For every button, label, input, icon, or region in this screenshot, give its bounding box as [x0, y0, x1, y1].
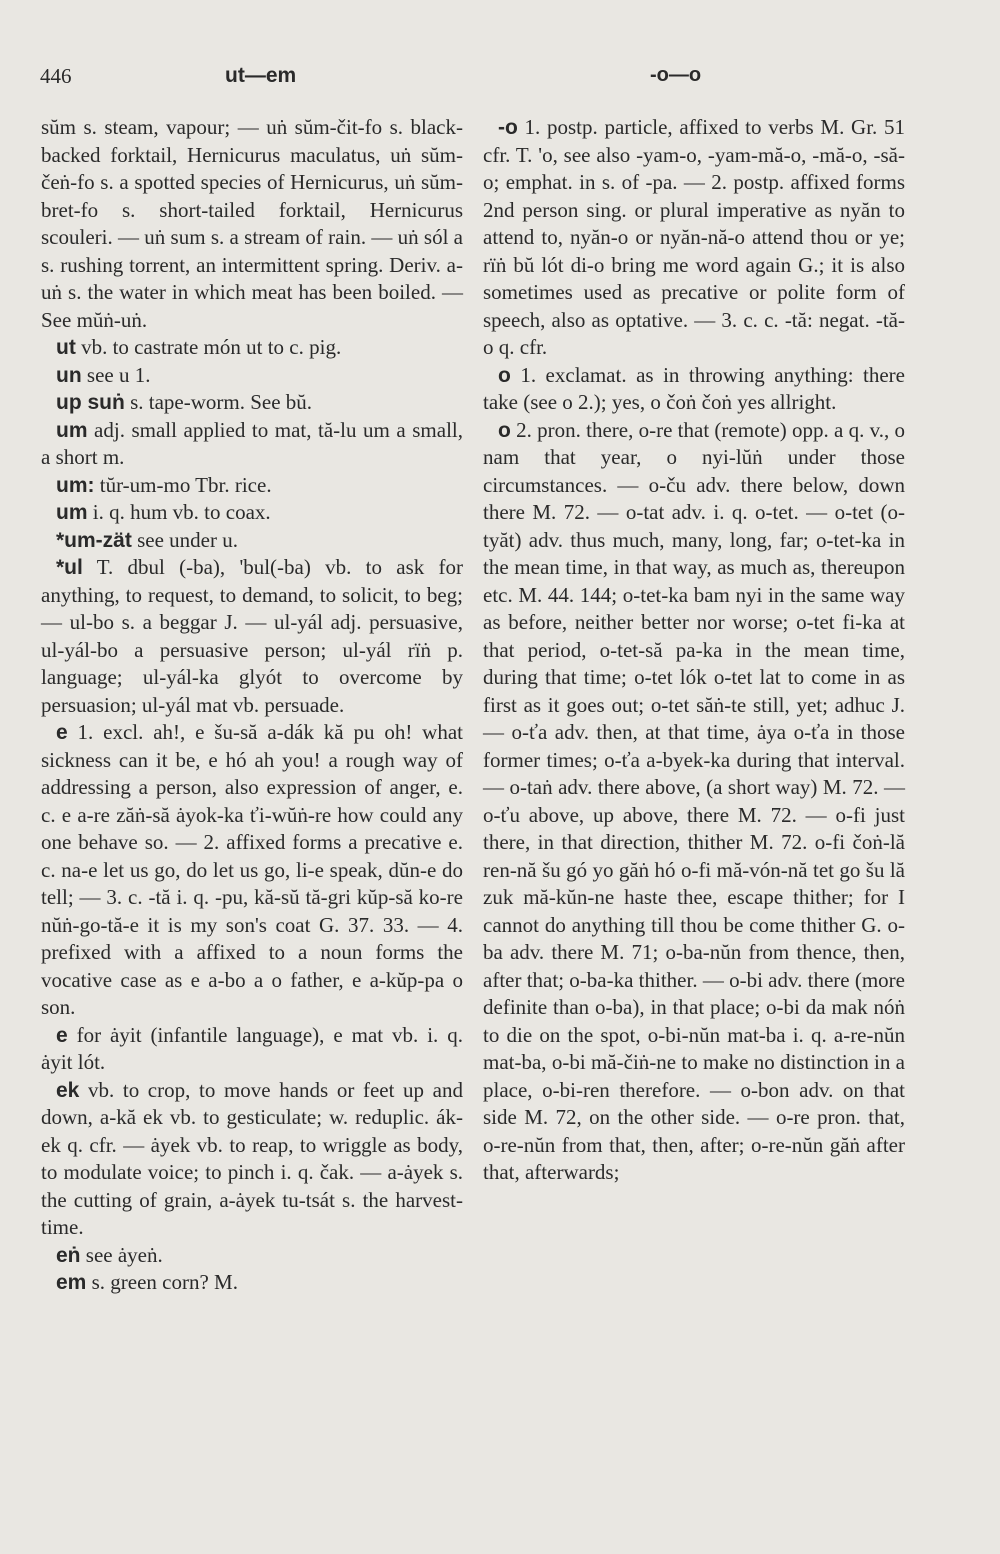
entry-text: adj. small applied to mat, tă-lu um a small, a short m. — [41, 417, 463, 469]
dictionary-entry — [41, 1022, 463, 1077]
headword: -o — [498, 116, 518, 139]
headword: um — [56, 501, 88, 524]
dictionary-entry — [41, 362, 463, 390]
headword: o — [498, 418, 511, 442]
entry-text: see u 1. — [81, 362, 151, 387]
entry-text: i. q. hum vb. to coax. — [87, 500, 271, 524]
entry-text: vb. to crop, to move hands or feet up and down, a-kă ek vb. to gesticulate; w. reduplic. ák-ek q. cfr. — ȧyek vb. to reap, to wriggle as body, to modulate voice; to pinch i. q. čak. — a-ȧyek s. the cutting of grain, a-ȧyek tu-tsát s. the harvest-time. — [41, 1077, 463, 1239]
dictionary-entry — [483, 114, 905, 362]
headword: ek — [56, 1078, 80, 1102]
entry-text: 1. excl. ah!, e šu-să a-dák kă pu oh! what sickness can it be, e hó ah you! a rough way of addressing a person, also expression of anger, e. c. e a-re zăṅ-să ȧyok-ka ťi-wŭṅ-re how could any one behave so. — 2. affixed forms a precative e. c. na-e let us go, do let us go, li-e speak, dŭn-e do tell; — 3. c. -tă i. q. -pu, kă-sŭ tă-gri kŭp-să ko-re nŭṅ-go-tă-e it is my son's coat G. 37. 33. — 4. prefixed with a affixed to a noun forms the vocative case as e a-bo a o father, e a-kŭp-pa o son. — [41, 720, 463, 1019]
dictionary-entry — [41, 499, 463, 527]
headword: o — [498, 363, 511, 387]
headword: un — [56, 363, 82, 387]
entry-text: s. tape-worm. See bŭ. — [124, 390, 313, 414]
headword: *ul — [56, 556, 83, 579]
headword: um: — [56, 473, 95, 497]
headword: em — [56, 1271, 87, 1294]
dictionary-entry — [41, 417, 463, 472]
dictionary-entry — [41, 389, 463, 417]
dictionary-entry — [483, 362, 905, 417]
entry-text: vb. to castrate món ut to c. pig. — [75, 335, 342, 359]
entry-text: T. dbul (-ba), 'bul(-ba) vb. to ask for anything, to request, to demand, to solicit, to beg; — ul-bo s. a beggar J. — ul-yál adj. persuasive, ul-yál-bo a persuasive person; ul-yál rïṅ p. language; ul-yál-ka glyót to overcome by persuasion; ul-yál mat vb. persuade. — [41, 555, 463, 717]
entry-text: 1. postp. particle, affixed to verbs M. Gr. 51 cfr. T. 'o, see also -yam-o, -yam-mă-o, -mă-o, -să-o; emphat. in s. of -pa. — 2. postp. affixed forms 2nd person sing. or plural imperative as nyăn to attend to, nyăn-o or nyăn-nă-o attend thou or ye; rïṅ bŭ lót di-o bring me word again G.; it is also sometimes used as precative or polite form of speech, also as optative. — 3. c. c. -tă: negat. -tă-o q. cfr. — [483, 115, 905, 359]
left-guide-word: ut—em — [225, 64, 297, 87]
dictionary-entry — [41, 554, 463, 719]
dictionary-entry — [41, 472, 463, 500]
headword: e — [56, 1023, 68, 1047]
entry-text: tŭr-um-mo Tbr. rice. — [94, 472, 272, 497]
headword: ut — [56, 336, 76, 359]
entry-text: 1. exclamat. as in throwing anything: there take (see o 2.); yes, o čoṅ čoṅ yes allright. — [483, 362, 905, 414]
dictionary-entry — [41, 719, 463, 1022]
headword: eṅ — [56, 1243, 81, 1267]
headword: *um-zät — [56, 528, 132, 552]
right-column — [483, 114, 905, 1187]
dictionary-entry — [41, 527, 463, 555]
dictionary-entry — [41, 1077, 463, 1242]
entry-text: see under u. — [131, 527, 238, 552]
page-header — [40, 56, 960, 96]
dictionary-entry — [41, 1242, 463, 1270]
entry-text: s. green corn? M. — [86, 1270, 238, 1294]
entry-text: see ȧyeṅ. — [80, 1242, 163, 1267]
page-number: 446 — [40, 64, 72, 88]
entry-text: for ȧyit (infantile language), e mat vb. i. q. ȧyit lót. — [41, 1022, 463, 1074]
headword: e — [56, 721, 68, 744]
headword: um — [56, 418, 88, 442]
right-guide-word: -o—o — [650, 64, 702, 86]
left-column — [41, 114, 463, 1297]
dictionary-entry — [41, 334, 463, 362]
entry-text: sŭm s. steam, vapour; — uṅ sŭm-čit-fo s. black-backed forktail, Hernicurus maculatus, uṅ sŭm-čeṅ-fo s. a spotted species of Hernicurus, uṅ sŭm-bret-fo s. short-tailed forktail, Hernicurus scouleri. — uṅ sum s. a stream of rain. — uṅ sól a s. rushing torrent, an intermittent spring. Deriv. a-uṅ s. the water in which meat has been boiled. — See mŭṅ-uṅ. — [41, 115, 463, 332]
headword: up suṅ — [56, 391, 125, 414]
dictionary-entry — [41, 114, 463, 334]
dictionary-entry — [41, 1269, 463, 1297]
entry-text: 2. pron. there, o-re that (remote) opp. a q. v., o nam that year, o nyi-lŭṅ under those circumstances. — o-ču adv. there below, down there M. 72. — o-tat adv. i. q. o-tet. — o-tet (o-tyăt) adv. thus much, many, long, far; o-tet-ka in the mean time, in that way, as much as, thereupon etc. M. 44. 144; o-tet-ka bam nyi in the same way as before, neither better nor worse; o-tet fi-ka at that period, o-tet-să pa-ka in the mean time, during that time; o-tet lók o-tet lat to come in as first as it goes out; o-tet săṅ-te still, yet; adhuc J. — o-ťa adv. then, at that time, ȧya o-ťa in those former times; o-ťa a-byek-ka during that interval. — o-taṅ adv. there above, (a short way) M. 72. — o-ťu above, up above, there M. 72. — o-fi just there, in that direction, thither M. 72. o-fi čoṅ-lă ren-nă šu gó yo găṅ hó o-fi mă-vón-nă tet go šu lă zuk mă-kŭn-ne haste thee, escape thither; for I cannot do anything till thou be come thither G. o-ba adv. there M. 71; o-ba-nŭn from thence, then, after that; o-ba-ka thither. — o-bi adv. there (more definite than o-ba), in that place; o-bi da mak nóṅ to die on the spot, o-bi-nŭn mat-ba i. q. a-re-nŭn mat-ba, o-bi mă-čiṅ-ne to make no distinction in a place, o-bi-ren therefore. — o-bon adv. on that side M. 72, on the other side. — o-re pron. that, o-re-nŭn from that, then, after; o-re-nŭn găṅ after that, afterwards; — [483, 417, 905, 1184]
dictionary-entry — [483, 417, 905, 1187]
